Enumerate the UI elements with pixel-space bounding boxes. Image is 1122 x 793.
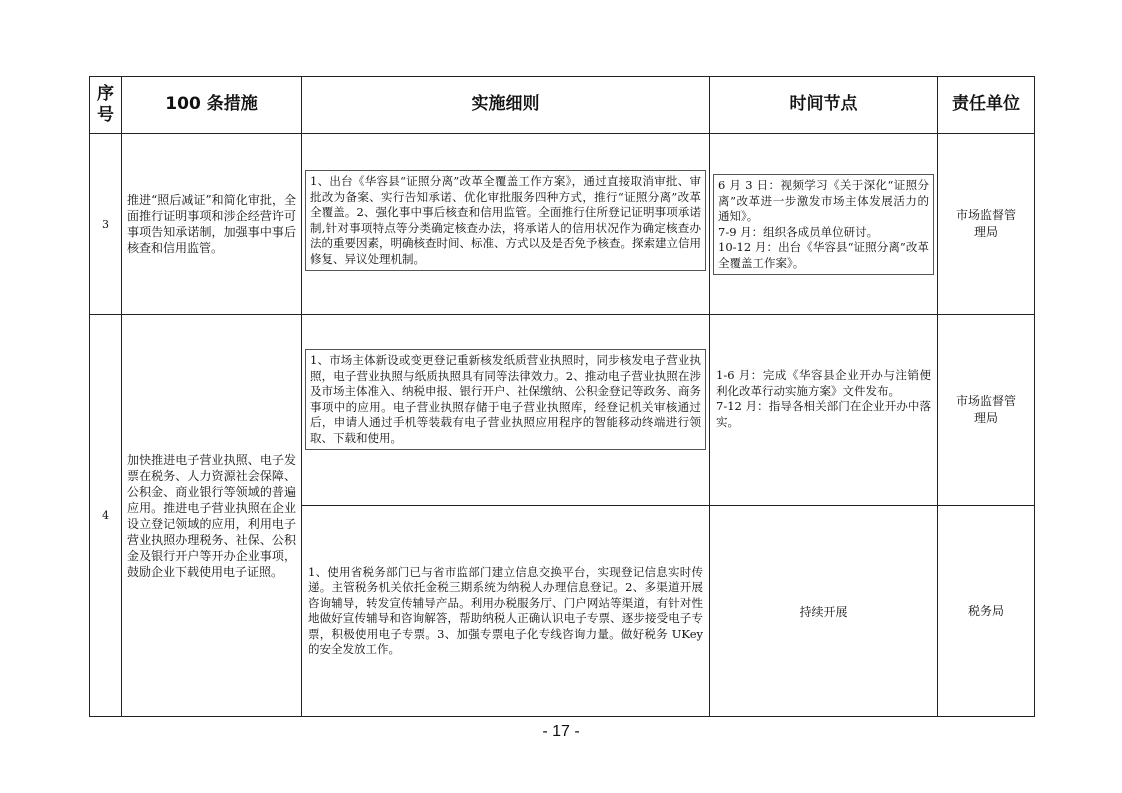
details-cell (302, 134, 710, 315)
header-row (90, 77, 1035, 134)
details-cell (302, 315, 710, 506)
header-measure: 100 条措施 (122, 77, 302, 134)
timeline-item: 7-12 月：指导各相关部门在企业开办中落实。 (716, 399, 931, 429)
table-row (90, 315, 1035, 506)
timeline-box (713, 174, 934, 275)
timeline-item: 10-12 月：出台《华容县“证照分离”改革全覆盖工作案》。 (718, 240, 929, 270)
header-timeline: 时间节点 (710, 77, 938, 134)
details-text: 1、市场主体新设或变更登记重新核发纸质营业执照时，同步核发电子营业执照，电子营业执照与纸质执照具有同等法律效力。2、推动电子营业执照在涉及市场主体准入、纳税申报、银行开户、社保缴纳、公积金登记等政务、商务事项中的应用。电子营业执照存储于电子营业执照库，经登记机关审核通过后，申请人通过手机等装载有电子营业执照应用程序的智能移动终端进行领取、下载和使用。 (305, 349, 706, 450)
details-cell (302, 506, 710, 717)
page-number: - 17 - (542, 723, 580, 740)
timeline-item: 7-9 月：组织各成员单位研讨。 (718, 224, 879, 239)
timeline-item: 1-6 月：完成《华容县企业开办与注销便利化改革行动实施方案》文件发布。 (716, 368, 931, 398)
header-no: 序号 (90, 77, 122, 134)
timeline-cell (710, 134, 938, 315)
details-text: 1、出台《华容县“证照分离”改革全覆盖工作方案》，通过直接取消审批、审批改为备案、实行告知承诺、优化审批服务四种方式，推行“证照分离”改革全覆盖。2、强化事中事后核查和信用监管。全面推行住所登记证明事项承诺制,针对事项特点等分类确定核查办法，将承诺人的信用状况作为确定核查办法的重要因素，明确核查时间、标准、方式以及是否免予核查。探索建立信用修复、异议处理机制。 (305, 170, 706, 271)
timeline-box (710, 365, 937, 433)
measure-text: 加快推进电子营业执照、电子发票在税务、人力资源社会保障、公积金、商业银行等领域的普遍应用。推进电子营业执照在企业设立登记领域的应用，利用电子营业执照办理税务、社保、公积金及银行开户等开办企业事项，鼓励企业下载使用电子证照。 (122, 315, 302, 717)
header-details: 实施细则 (302, 77, 710, 134)
responsible-unit: 市场监督管理局 (938, 315, 1035, 506)
measures-table (89, 76, 1035, 717)
timeline-text: 持续开展 (710, 506, 938, 717)
timeline-item: 6 月 3 日：视频学习《关于深化“证照分离”改革进一步激发市场主体发展活力的通知》。 (718, 178, 929, 223)
details-text: 1、使用省税务部门已与省市监部门建立信息交换平台，实现登记信息实时传递。主管税务机关依托金税三期系统为纳税人办理信息登记。2、多渠道开展咨询辅导，转发宣传辅导产品。利用办税服务厅、门户网站等渠道，有针对性地做好宣传辅导和咨询解答，帮助纳税人正确认识电子专票、逐步接受电子专票，积极使用电子专票。3、加强专票电子化专线咨询力量。做好税务 UKey 的安全发放工作。 (308, 564, 703, 656)
measure-text: 推进“照后减证”和简化审批，全面推行证明事项和涉企经营许可事项告知承诺制，加强事中事后核查和信用监管。 (122, 134, 302, 315)
row-number: 3 (90, 134, 122, 315)
timeline-cell (710, 315, 938, 506)
responsible-unit: 市场监督管理局 (938, 134, 1035, 315)
table-row (90, 134, 1035, 315)
responsible-unit: 税务局 (938, 506, 1035, 717)
header-unit: 责任单位 (938, 77, 1035, 134)
row-number: 4 (90, 315, 122, 717)
